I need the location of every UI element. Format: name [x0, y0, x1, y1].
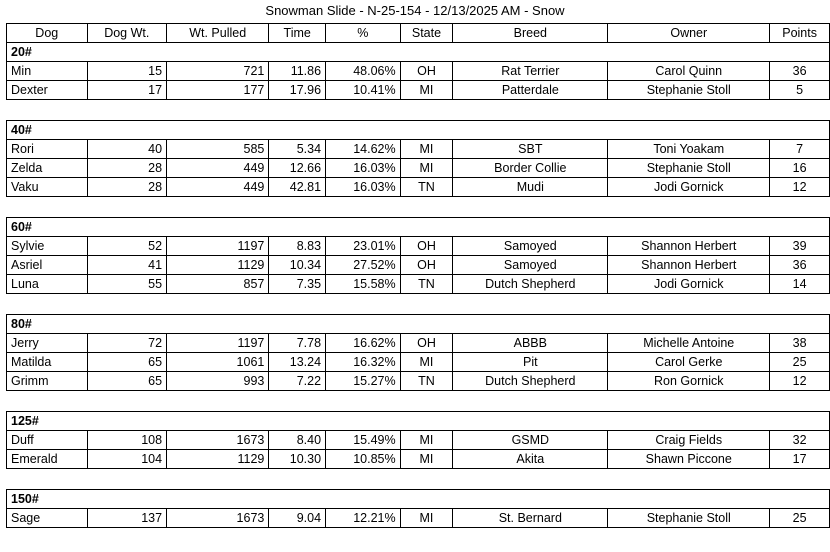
cell-points: 12 — [770, 178, 830, 197]
cell-time: 42.81 — [269, 178, 326, 197]
cell-percent: 15.58% — [326, 275, 401, 294]
cell-points: 17 — [770, 450, 830, 469]
col-header-state: State — [400, 24, 453, 43]
table-row — [7, 178, 830, 197]
cell-percent: 10.41% — [326, 81, 401, 100]
cell-points: 38 — [770, 334, 830, 353]
spacer-cell — [7, 100, 830, 121]
cell-percent: 16.03% — [326, 159, 401, 178]
cell-time: 5.34 — [269, 140, 326, 159]
spacer-cell — [7, 197, 830, 218]
weight-class-row — [7, 315, 830, 334]
table-row — [7, 81, 830, 100]
cell-dog-weight: 17 — [87, 81, 167, 100]
cell-owner: Shannon Herbert — [608, 256, 770, 275]
cell-breed: ABBB — [453, 334, 608, 353]
cell-state: MI — [400, 140, 453, 159]
cell-breed: Dutch Shepherd — [453, 275, 608, 294]
cell-breed: Samoyed — [453, 256, 608, 275]
cell-dog: Duff — [7, 431, 88, 450]
table-row — [7, 450, 830, 469]
cell-state: MI — [400, 159, 453, 178]
cell-state: MI — [400, 450, 453, 469]
cell-weight-pulled: 449 — [167, 178, 269, 197]
cell-points: 25 — [770, 509, 830, 528]
cell-dog: Zelda — [7, 159, 88, 178]
table-row — [7, 509, 830, 528]
cell-dog-weight: 28 — [87, 178, 167, 197]
cell-dog: Jerry — [7, 334, 88, 353]
col-header-owner: Owner — [608, 24, 770, 43]
table-row — [7, 237, 830, 256]
cell-dog: Min — [7, 62, 88, 81]
spacer-cell — [7, 294, 830, 315]
table-row — [7, 372, 830, 391]
cell-points: 12 — [770, 372, 830, 391]
cell-dog: Vaku — [7, 178, 88, 197]
cell-points: 14 — [770, 275, 830, 294]
cell-owner: Jodi Gornick — [608, 275, 770, 294]
cell-owner: Stephanie Stoll — [608, 509, 770, 528]
col-header-weight-pulled: Wt. Pulled — [167, 24, 269, 43]
cell-dog-weight: 65 — [87, 353, 167, 372]
cell-state: MI — [400, 431, 453, 450]
cell-weight-pulled: 1197 — [167, 237, 269, 256]
results-table — [6, 23, 830, 528]
cell-points: 39 — [770, 237, 830, 256]
table-row — [7, 431, 830, 450]
cell-time: 10.30 — [269, 450, 326, 469]
weight-class-label: 125# — [7, 412, 830, 431]
weight-class-row — [7, 412, 830, 431]
cell-percent: 15.27% — [326, 372, 401, 391]
cell-time: 8.40 — [269, 431, 326, 450]
cell-time: 12.66 — [269, 159, 326, 178]
cell-weight-pulled: 1061 — [167, 353, 269, 372]
cell-owner: Stephanie Stoll — [608, 159, 770, 178]
cell-dog-weight: 65 — [87, 372, 167, 391]
cell-percent: 12.21% — [326, 509, 401, 528]
cell-dog: Sylvie — [7, 237, 88, 256]
table-row — [7, 62, 830, 81]
cell-state: OH — [400, 237, 453, 256]
cell-breed: GSMD — [453, 431, 608, 450]
col-header-percent: % — [326, 24, 401, 43]
cell-breed: Border Collie — [453, 159, 608, 178]
cell-percent: 14.62% — [326, 140, 401, 159]
table-row — [7, 140, 830, 159]
cell-dog-weight: 15 — [87, 62, 167, 81]
cell-owner: Craig Fields — [608, 431, 770, 450]
cell-dog: Grimm — [7, 372, 88, 391]
cell-dog-weight: 40 — [87, 140, 167, 159]
cell-points: 36 — [770, 256, 830, 275]
group-spacer — [7, 469, 830, 490]
cell-weight-pulled: 449 — [167, 159, 269, 178]
cell-owner: Jodi Gornick — [608, 178, 770, 197]
cell-weight-pulled: 1129 — [167, 256, 269, 275]
cell-state: OH — [400, 62, 453, 81]
group-spacer — [7, 294, 830, 315]
weight-class-label: 80# — [7, 315, 830, 334]
cell-owner: Michelle Antoine — [608, 334, 770, 353]
cell-time: 7.22 — [269, 372, 326, 391]
cell-breed: SBT — [453, 140, 608, 159]
cell-points: 5 — [770, 81, 830, 100]
cell-weight-pulled: 993 — [167, 372, 269, 391]
cell-weight-pulled: 1129 — [167, 450, 269, 469]
col-header-time: Time — [269, 24, 326, 43]
cell-dog: Rori — [7, 140, 88, 159]
cell-percent: 16.32% — [326, 353, 401, 372]
cell-breed: Pit — [453, 353, 608, 372]
weight-class-row — [7, 490, 830, 509]
cell-breed: Samoyed — [453, 237, 608, 256]
cell-dog-weight: 41 — [87, 256, 167, 275]
group-spacer — [7, 197, 830, 218]
cell-state: TN — [400, 372, 453, 391]
cell-owner: Toni Yoakam — [608, 140, 770, 159]
cell-dog: Sage — [7, 509, 88, 528]
cell-owner: Carol Gerke — [608, 353, 770, 372]
cell-dog: Dexter — [7, 81, 88, 100]
cell-dog-weight: 72 — [87, 334, 167, 353]
cell-percent: 16.03% — [326, 178, 401, 197]
cell-dog-weight: 55 — [87, 275, 167, 294]
cell-points: 7 — [770, 140, 830, 159]
sheet-title: Snowman Slide - N-25-154 - 12/13/2025 AM - Snow — [265, 3, 565, 18]
col-header-dog-weight: Dog Wt. — [87, 24, 167, 43]
cell-owner: Carol Quinn — [608, 62, 770, 81]
col-header-breed: Breed — [453, 24, 608, 43]
cell-owner: Shawn Piccone — [608, 450, 770, 469]
cell-time: 11.86 — [269, 62, 326, 81]
cell-time: 17.96 — [269, 81, 326, 100]
cell-dog: Emerald — [7, 450, 88, 469]
table-row — [7, 256, 830, 275]
cell-breed: Rat Terrier — [453, 62, 608, 81]
cell-dog: Matilda — [7, 353, 88, 372]
cell-state: OH — [400, 256, 453, 275]
cell-time: 13.24 — [269, 353, 326, 372]
table-row — [7, 159, 830, 178]
cell-percent: 48.06% — [326, 62, 401, 81]
cell-time: 10.34 — [269, 256, 326, 275]
weight-class-label: 60# — [7, 218, 830, 237]
cell-owner: Ron Gornick — [608, 372, 770, 391]
cell-state: MI — [400, 81, 453, 100]
cell-dog-weight: 137 — [87, 509, 167, 528]
cell-time: 7.35 — [269, 275, 326, 294]
header-row — [7, 24, 830, 43]
cell-percent: 10.85% — [326, 450, 401, 469]
spacer-cell — [7, 391, 830, 412]
cell-time: 7.78 — [269, 334, 326, 353]
col-header-points: Points — [770, 24, 830, 43]
table-row — [7, 334, 830, 353]
cell-weight-pulled: 857 — [167, 275, 269, 294]
cell-weight-pulled: 1197 — [167, 334, 269, 353]
group-spacer — [7, 100, 830, 121]
cell-dog-weight: 108 — [87, 431, 167, 450]
cell-time: 8.83 — [269, 237, 326, 256]
cell-breed: Mudi — [453, 178, 608, 197]
group-spacer — [7, 391, 830, 412]
cell-weight-pulled: 721 — [167, 62, 269, 81]
cell-percent: 16.62% — [326, 334, 401, 353]
cell-state: TN — [400, 275, 453, 294]
cell-dog: Luna — [7, 275, 88, 294]
cell-percent: 15.49% — [326, 431, 401, 450]
cell-dog: Asriel — [7, 256, 88, 275]
cell-percent: 27.52% — [326, 256, 401, 275]
cell-state: MI — [400, 509, 453, 528]
cell-points: 16 — [770, 159, 830, 178]
weight-class-label: 150# — [7, 490, 830, 509]
cell-breed: Akita — [453, 450, 608, 469]
spacer-cell — [7, 469, 830, 490]
cell-weight-pulled: 585 — [167, 140, 269, 159]
col-header-dog: Dog — [7, 24, 88, 43]
cell-breed: St. Bernard — [453, 509, 608, 528]
cell-percent: 23.01% — [326, 237, 401, 256]
cell-dog-weight: 28 — [87, 159, 167, 178]
weight-class-row — [7, 43, 830, 62]
cell-state: TN — [400, 178, 453, 197]
cell-points: 36 — [770, 62, 830, 81]
cell-breed: Patterdale — [453, 81, 608, 100]
cell-owner: Stephanie Stoll — [608, 81, 770, 100]
cell-state: MI — [400, 353, 453, 372]
table-row — [7, 353, 830, 372]
cell-dog-weight: 52 — [87, 237, 167, 256]
weight-class-row — [7, 121, 830, 140]
cell-points: 32 — [770, 431, 830, 450]
cell-dog-weight: 104 — [87, 450, 167, 469]
table-row — [7, 275, 830, 294]
weight-class-label: 40# — [7, 121, 830, 140]
cell-state: OH — [400, 334, 453, 353]
cell-breed: Dutch Shepherd — [453, 372, 608, 391]
cell-weight-pulled: 1673 — [167, 509, 269, 528]
cell-points: 25 — [770, 353, 830, 372]
weight-class-row — [7, 218, 830, 237]
cell-time: 9.04 — [269, 509, 326, 528]
cell-weight-pulled: 1673 — [167, 431, 269, 450]
weight-class-label: 20# — [7, 43, 830, 62]
cell-owner: Shannon Herbert — [608, 237, 770, 256]
cell-weight-pulled: 177 — [167, 81, 269, 100]
